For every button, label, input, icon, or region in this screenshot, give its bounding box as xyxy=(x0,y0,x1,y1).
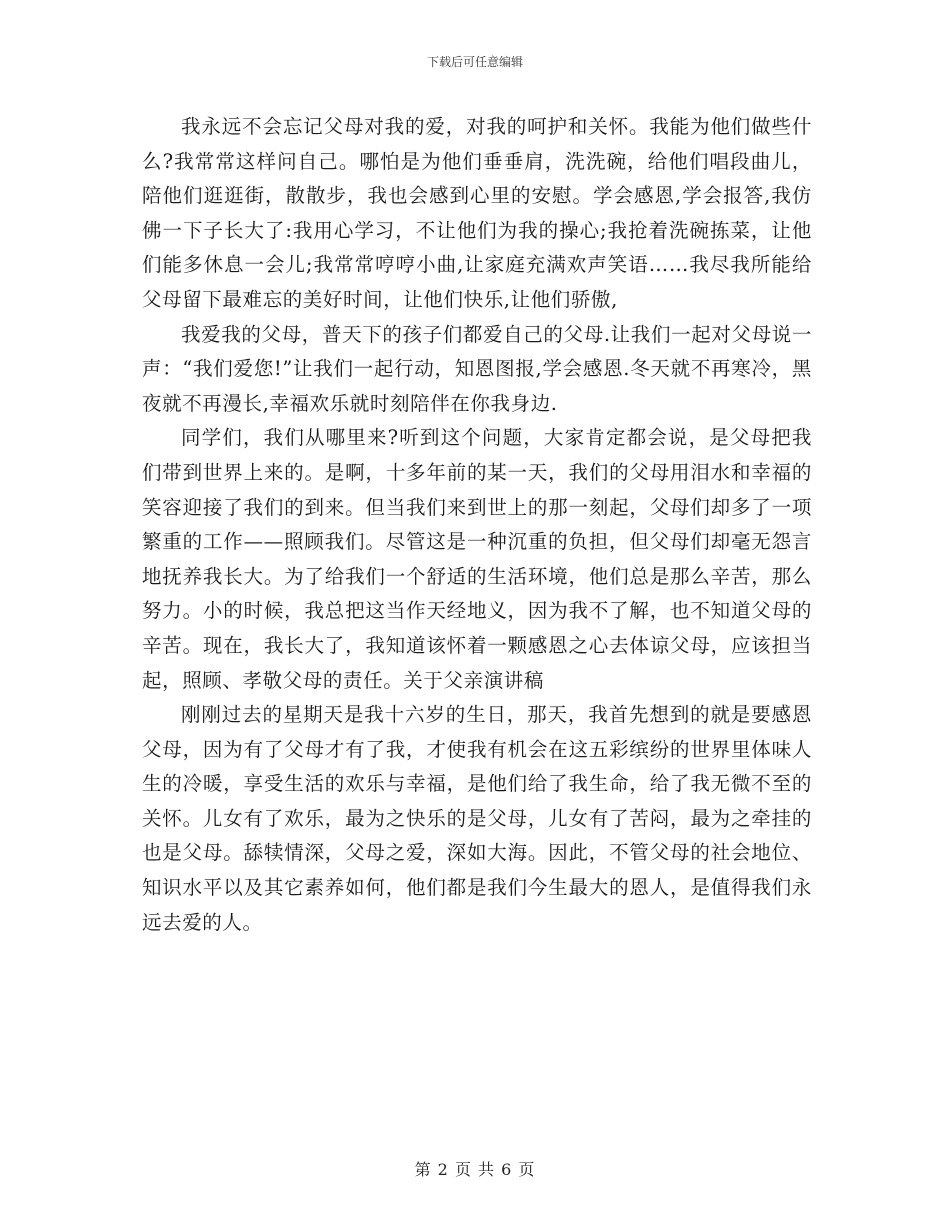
current-page-number: 2 xyxy=(437,1160,449,1179)
paragraph: 刚刚过去的星期天是我十六岁的生日，那天，我首先想到的就是要感恩父母，因为有了父母才有了我，才使我有机会在这五彩缤纷的世界里体味人生的冷暖，享受生活的欢乐与幸福，是他们给了我生命，给了我无微不至的关怀。儿女有了欢乐，最为之快乐的是父母，儿女有了苦闷，最为之牵挂的也是父母。舔犊情深，父母之爱，深如大海。因此，不管父母的社会地位、知识水平以及其它素养如何，他们都是我们今生最大的恩人，是值得我们永远去爱的人。 xyxy=(142,703,812,934)
footer-suffix: 页 xyxy=(518,1160,536,1179)
page-number-footer xyxy=(0,1157,950,1180)
footer-prefix: 第 xyxy=(414,1160,432,1179)
page-header-note: 下载后可任意编辑 xyxy=(426,55,523,69)
paragraph: 同学们，我们从哪里来?听到这个问题，大家肯定都会说，是父母把我们带到世界上来的。是啊，十多年前的某一天，我们的父母用泪水和幸福的笑容迎接了我们的到来。但当我们来到世上的那一刻起，父母们却多了一项繁重的工作——照顾我们。尽管这是一种沉重的负担，但父母们却毫无怨言地抚养我长大。为了给我们一个舒适的生活环境，他们总是那么辛苦，那么努力。小的时候，我总把这当作天经地义，因为我不了解，也不知道父母的辛苦。现在，我长大了，我知道该怀着一颗感恩之心去体谅父母，应该担当起，照顾、孝敬父母的责任。关于父亲演讲稿 xyxy=(142,426,812,692)
paragraph: 我爱我的父母，普天下的孩子们都爱自己的父母.让我们一起对父母说一声：“我们爱您!”让我们一起行动，知恩图报,学会感恩.冬天就不再寒冷，黑夜就不再漫长,幸福欢乐就时刻陪伴在你我身边. xyxy=(142,322,812,415)
document-body xyxy=(142,110,812,940)
footer-middle: 页 共 xyxy=(454,1160,496,1179)
total-page-count: 6 xyxy=(501,1160,513,1179)
paragraph: 我永远不会忘记父母对我的爱，对我的呵护和关怀。我能为他们做些什么?我常常这样问自己。哪怕是为他们垂垂肩，洗洗碗，给他们唱段曲儿，陪他们逛逛街，散散步，我也会感到心里的安慰。学会感恩,学会报答,我仿佛一下子长大了:我用心学习，不让他们为我的操心;我抢着洗碗拣菜，让他们能多休息一会儿;我常常哼哼小曲,让家庭充满欢声笑语……我尽我所能给父母留下最难忘的美好时间，让他们快乐,让他们骄傲, xyxy=(142,115,812,311)
